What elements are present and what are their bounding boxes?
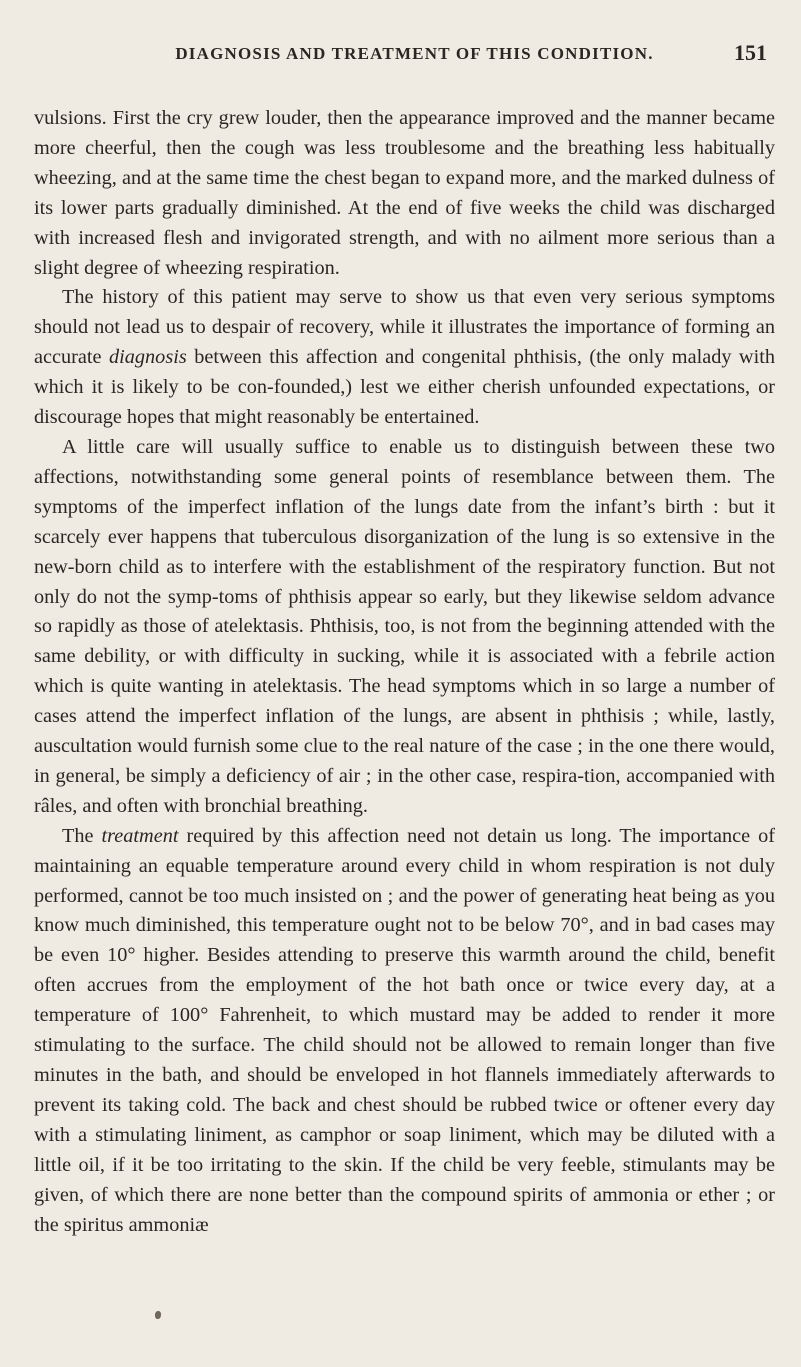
paragraph-differential [34,433,775,822]
text-run: between this affection and congenital phthisis, (the only malady with which it is likely to be con-founded,) lest we either cherish unfounded expectations, or discourage hopes that might reasonably be entertained. [34,346,775,429]
paragraph-continuation [34,104,775,283]
ink-speck [155,1311,161,1319]
paragraph-treatment [34,822,775,1241]
text-run: required by this affection need not detain us long. The importance of maintaining an equable temperature around every child in whom respiration is not duly performed, cannot be too much insisted on ; and the power of generating heat being as you know much diminished, this temperature ought not to be below 70°, and in bad cases may be even 10° higher. Besides attending to preserve this warmth around the child, benefit often accrues from the employment of the hot bath once or twice every day, at a temperature of 100° Fahrenheit, to which mustard may be added to render it more stimulating to the surface. The child should not be allowed to remain longer than five minutes in the bath, and should be enveloped in hot flannels immediately afterwards to prevent its taking cold. The back and chest should be rubbed twice or oftener every day with a stimulating liniment, as camphor or soap liniment, which may be diluted with a little oil, if it be too irritating to the skin. If the child be very feeble, stimulants may be given, of which there are none better than the compound spirits of ammonia or ether ; or the spiritus ammoniæ [34,824,775,1236]
text-run: The history of this patient may serve to show us that even very serious symptoms should not lead us to despair of recovery, while it illustrates the importance of forming an accurate [34,286,775,369]
running-head [34,40,775,80]
italic-term: treatment [101,824,179,847]
text-run: The [62,824,102,847]
paragraph-diagnosis [34,283,775,433]
page-number: 151 [734,40,767,65]
italic-term: diagnosis [108,346,187,369]
text-run: vulsions. First the cry grew louder, then the appearance improved and the manner became more cheerful, then the cough was less troublesome and the breathing less habitually wheezing, and at the same time the chest began to expand more, and the marked dulness of its lower parts gradually diminished. At the end of five weeks the child was discharged with increased flesh and invigorated strength, and with no ailment more serious than a slight degree of wheezing respiration. [34,107,775,279]
body-text [34,104,775,1240]
running-head-title: DIAGNOSIS AND TREATMENT OF THIS CONDITION. [175,44,654,63]
text-run: A little care will usually suffice to enable us to distinguish between these two affections, notwithstanding some general points of resemblance between them. The symptoms of the imperfect inflation of the lungs date from the infant’s birth : but it scarcely ever happens that tuberculous disorganization of the lung is so extensive in the new-born child as to interfere with the establishment of the respiratory function. But not only do not the symp-toms of phthisis appear so early, but they likewise seldom advance so rapidly as those of atelektasis. Phthisis, too, is not from the beginning attended with the same debility, or with difficulty in sucking, while it is associated with a febrile action which is quite wanting in atelektasis. The head symptoms which in so large a number of cases attend the imperfect inflation of the lungs, are absent in phthisis ; while, lastly, auscultation would furnish some clue to the real nature of the case ; in the one there would, in general, be simply a deficiency of air ; in the other case, respira-tion, accompanied with râles, and often with bronchial breathing. [34,435,775,817]
